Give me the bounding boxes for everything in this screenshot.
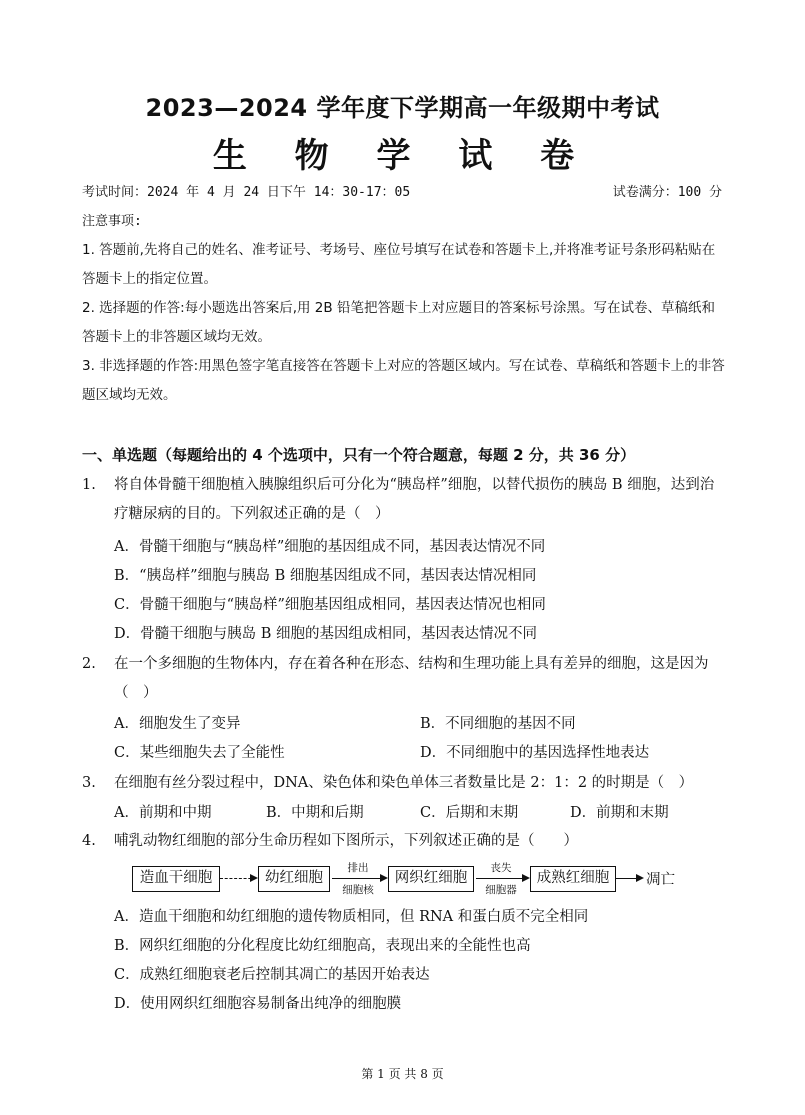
option-d: D．前期和末期	[570, 805, 669, 821]
box-reticulocyte: 网织红细胞	[388, 866, 474, 892]
exam-meta	[82, 181, 722, 200]
option-d: D．骨髓干细胞与胰岛 B 细胞的基因组成相同，基因表达情况不同	[114, 626, 537, 642]
question-stem: 在细胞有丝分裂过程中，DNA、染色体和染色单体三者数量比是 2：1：2 的时期是（ ）	[114, 775, 694, 791]
question-number: 2.	[82, 656, 96, 672]
option-d: D．使用网织红细胞容易制备出纯净的细胞膜	[114, 996, 402, 1012]
option-b: B．中期和后期	[266, 805, 364, 821]
box-hematopoietic-stem-cell: 造血干细胞	[132, 866, 220, 892]
question-1	[82, 471, 727, 529]
exam-time: 考试时间：2024 年 4 月 24 日下午 14：30-17：05	[82, 185, 411, 200]
question-number: 4.	[82, 833, 96, 849]
subject-title: 生 物 学 试 卷	[212, 136, 593, 176]
label-top: 排出	[347, 862, 369, 874]
arrow-dashed	[220, 878, 256, 879]
question-number: 1.	[82, 477, 96, 493]
arrow	[332, 878, 386, 879]
note-item-2: 2. 选择题的作答:每小题选出答案后,用 2B 铅笔把答题卡上对应题目的答案标号涂黑。写在试卷、草稿纸和答题卡上的非答题区域均无效。	[82, 300, 715, 345]
note-item-3: 3. 非选择题的作答:用黑色签字笔直接答在答题卡上对应的答题区域内。写在试卷、草稿纸和答题卡上的非答题区域均无效。	[82, 358, 725, 403]
question-number: 3.	[82, 775, 96, 791]
option-d: D．不同细胞中的基因选择性地表达	[420, 745, 650, 761]
apoptosis-label: 凋亡	[646, 872, 675, 888]
question-stem: 哺乳动物红细胞的部分生命历程如下图所示，下列叙述正确的是（ ）	[114, 833, 578, 849]
option-c: C．骨髓干细胞与“胰岛样”细胞基因组成相同，基因表达情况也相同	[114, 597, 546, 613]
box-young-red-cell: 幼红细胞	[258, 866, 330, 892]
question-stem: 将自体骨髓干细胞植入胰腺组织后可分化为“胰岛样”细胞，以替代损伤的胰岛 B 细胞，达到治疗糖尿病的目的。下列叙述正确的是（ ）	[114, 477, 715, 522]
page-footer: 第 1 页 共 8 页	[361, 1067, 444, 1081]
question-2	[82, 650, 727, 708]
red-blood-cell-flow-diagram	[132, 860, 692, 900]
box-mature-red-cell: 成熟红细胞	[530, 866, 616, 892]
note-item-1: 1. 答题前,先将自己的姓名、准考证号、考场号、座位号填写在试卷和答题卡上,并将准考证号条形码粘贴在答题卡上的指定位置。	[82, 242, 716, 287]
label-top: 丧失	[490, 862, 512, 874]
option-c: C．成熟红细胞衰老后控制其凋亡的基因开始表达	[114, 967, 430, 983]
option-a: A．细胞发生了变异	[114, 716, 241, 732]
option-a: A．造血干细胞和幼红细胞的遗传物质相同，但 RNA 和蛋白质不完全相同	[114, 909, 589, 925]
arrow	[616, 878, 642, 879]
exam-title: 2023—2024 学年度下学期高一年级期中考试	[145, 94, 660, 122]
label-bottom: 细胞核	[342, 884, 374, 896]
option-c: C．某些细胞失去了全能性	[114, 745, 285, 761]
option-a: A．前期和中期	[114, 805, 212, 821]
arrow	[476, 878, 528, 879]
question-4	[82, 827, 727, 856]
notes-heading: 注意事项:	[82, 214, 142, 229]
option-b: B．“胰岛样”细胞与胰岛 B 细胞基因组成不同，基因表达情况相同	[114, 568, 537, 584]
question-stem: 在一个多细胞的生物体内，存在着各种在形态、结构和生理功能上具有差异的细胞，这是因为（ ）	[114, 656, 709, 701]
option-c: C．后期和末期	[420, 805, 519, 821]
full-score: 试卷满分：100 分	[612, 185, 722, 200]
label-bottom: 细胞器	[485, 884, 517, 896]
option-b: B．不同细胞的基因不同	[420, 716, 576, 732]
option-b: B．网织红细胞的分化程度比幼红细胞高，表现出来的全能性也高	[114, 938, 531, 954]
section-heading: 一、单选题（每题给出的 4 个选项中，只有一个符合题意，每题 2 分，共 36 分）	[82, 446, 636, 464]
option-a: A．骨髓干细胞与“胰岛样”细胞的基因组成不同，基因表达情况不同	[114, 539, 546, 555]
question-3	[82, 769, 727, 798]
